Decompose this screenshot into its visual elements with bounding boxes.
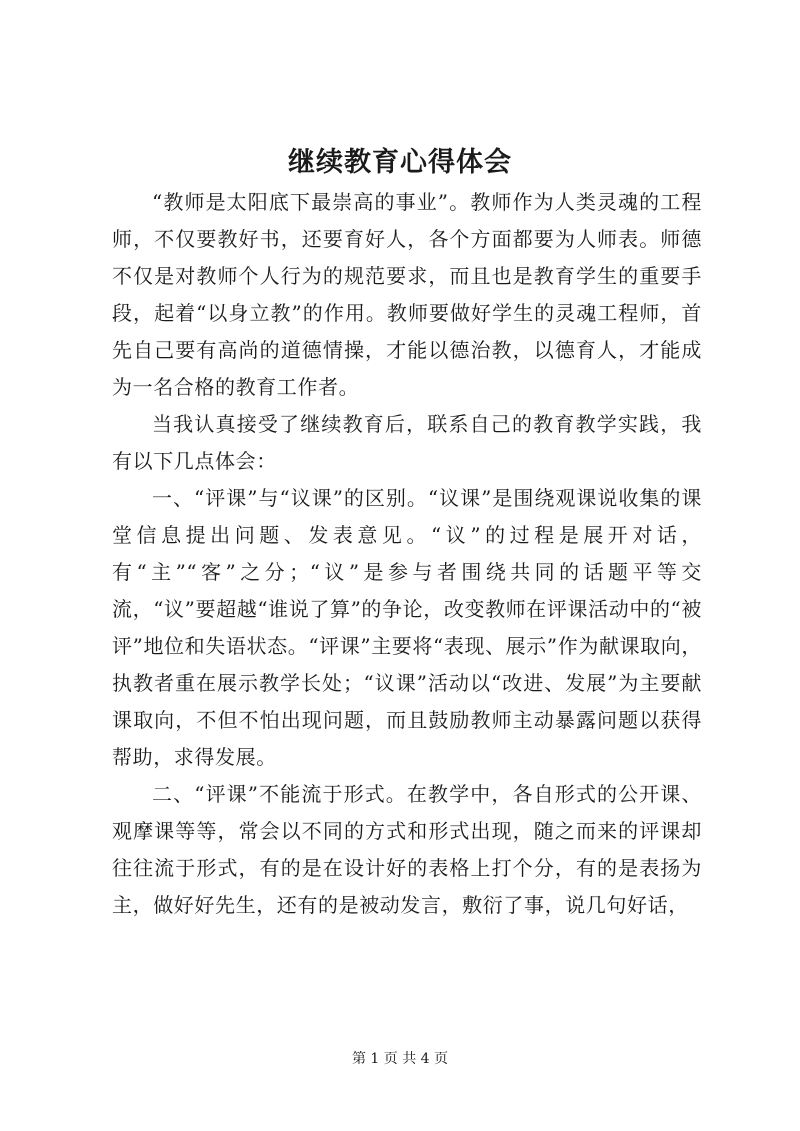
paragraph-intro: “教师是太阳底下最崇高的事业”。教师作为人类灵魂的工程师，不仅要教好书，还要育好人，各个方面都要为人师表。师德不仅是对教师个人行为的规范要求，而且也是教育学生的重要手段，起着“以身立教”的作用。教师要做好学生的灵魂工程师，首先自己要有高尚的道德情操，才能以德治教，以德育人，才能成为一名合格的教育工作者。	[112, 190, 702, 399]
paragraph-point-two: 二、“评课”不能流于形式。在教学中，各自形式的公开课、观摩课等等，常会以不同的方式和形式出现，随之而来的评课却往往流于形式，有的是在设计好的表格上打个分，有的是表扬为主，做好好先生，还有的是被动发言，敷衍了事，说几句好话，	[112, 782, 702, 917]
document-title: 继续教育心得体会	[288, 147, 512, 178]
paragraph-point-one: 一、“评课”与“议课”的区别。“议课”是围绕观课说收集的课堂信息提出问题、发表意见。“议”的过程是展开对话，有“主”“客”之分；“议”是参与者围绕共同的话题平等交流，“议”要超越“谁说了算”的争论，改变教师在评课活动中的“被评”地位和失语状态。“评课”主要将“表现、展示”作为献课取向，执教者重在展示教学长处；“议课”活动以“改进、发展”为主要献课取向，不但不怕出现问题，而且鼓励教师主动暴露问题以获得帮助，求得发展。	[112, 486, 702, 769]
paragraph-transition: 当我认真接受了继续教育后，联系自己的教育教学实践，我有以下几点体会：	[112, 412, 702, 473]
document-body	[112, 184, 702, 924]
page-footer: 第 1 页 共 4 页	[351, 1051, 449, 1067]
